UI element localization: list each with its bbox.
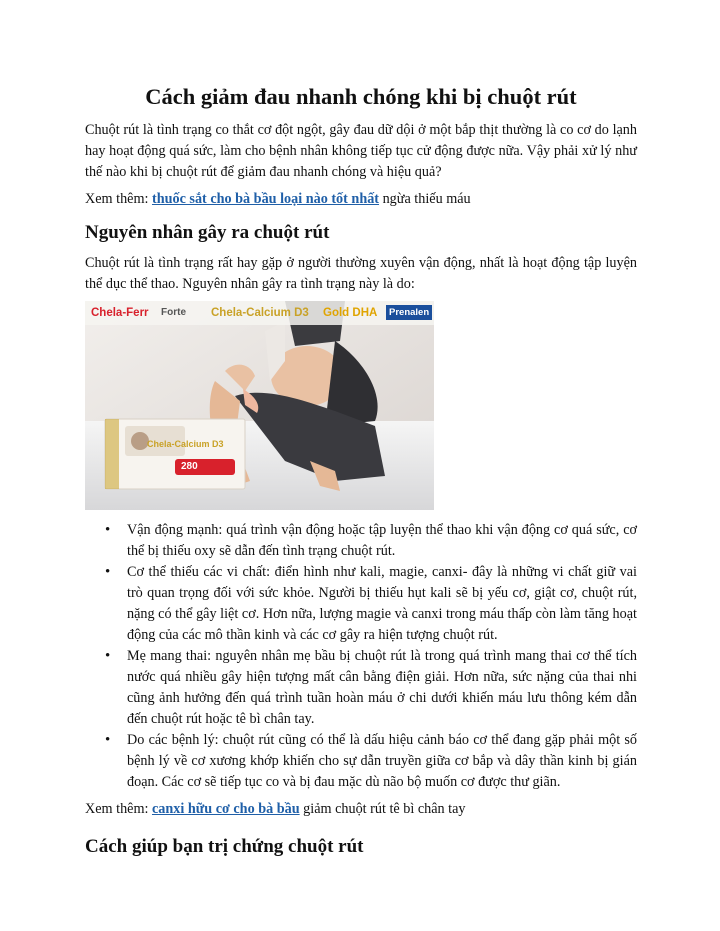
see-more-2-link[interactable]: canxi hữu cơ cho bà bầu: [151, 801, 300, 817]
list-item: • Cơ thể thiếu các vi chất: điển hình như kali, magie, canxi- đây là những vi chất giữ vai trò quan trọng đối với sức khỏe. Người bị thiếu hụt kali sẽ bị yếu cơ, giật cơ, chuột rút, nặng có thể gây liệt cơ. Hơn nữa, lượng magie và canxi trong máu thấp còn làm tăng hoạt động của các mô thần kinh và các cơ gây ra hiện tượng chuột rút.: [127, 562, 637, 646]
causes-list: [85, 520, 637, 793]
pregnant-woman-product-photo: [85, 301, 434, 510]
product-box-badge: 280: [181, 461, 198, 472]
section-1-heading: Nguyên nhân gây ra chuột rút: [85, 222, 330, 243]
photo-illustration: [85, 301, 434, 510]
see-more-1-prefix: Xem thêm:: [85, 191, 152, 207]
intro-paragraph: Chuột rút là tình trạng co thắt cơ đột ngột, gây đau dữ dội ở một bắp thịt thường là co cơ do lạnh hay hoạt động quá sức, làm cho bệnh nhân không tiếp tục cử động được nữa. Vậy phải xử lý như thế nào khi bị chuột rút để giảm đau nhanh chóng và hiệu quả?: [85, 122, 637, 180]
see-more-2-suffix: giảm chuột rút tê bì chân tay: [299, 801, 466, 817]
section-1-paragraph: Chuột rút là tình trạng rất hay gặp ở người thường xuyên vận động, nhất là hoạt động tập luyện thể dục thể thao. Nguyên nhân gây ra tình trạng này là do:: [85, 255, 637, 292]
section-2-heading: Cách giúp bạn trị chứng chuột rút: [85, 836, 364, 857]
page-title: Cách giảm đau nhanh chóng khi bị chuột rút: [145, 84, 577, 109]
brand-forte: Forte: [161, 307, 186, 318]
see-more-1-link[interactable]: thuốc sắt cho bà bầu loại nào tốt nhất: [151, 191, 380, 207]
see-more-1: [85, 189, 637, 210]
brand-chela-calcium: Chela-Calcium D3: [211, 307, 309, 319]
brand-chela-ferr: Chela-Ferr: [91, 307, 149, 319]
brand-prenalen: Prenalen: [386, 305, 432, 320]
list-item: • Do các bệnh lý: chuột rút cũng có thể là dấu hiệu cảnh báo cơ thể đang gặp phải một số bệnh lý về cơ xương khớp khiến cho sự dẫn truyền giữa cơ bắp và dây thần kinh bị gián đoạn. Các cơ sẽ tiếp tục co và bị đau mặc dù não bộ muốn cơ được thư giãn.: [127, 730, 637, 793]
see-more-2: [85, 799, 637, 820]
see-more-2-prefix: Xem thêm:: [85, 801, 152, 817]
document-page: [85, 82, 637, 867]
see-more-1-suffix: ngừa thiếu máu: [379, 191, 471, 207]
list-item: • Mẹ mang thai: nguyên nhân mẹ bầu bị chuột rút là trong quá trình mang thai cơ thể tích nước quá nhiều gây hiện tượng mất cân bằng điện giải. Hơn nữa, sức nặng của thai nhi cũng ảnh hưởng đến quá trình tuần hoàn máu ở chi dưới khiến máu lưu thông kém dẫn đến chuột rút hoặc tê bì chân tay.: [127, 646, 637, 730]
list-item: • Vận động mạnh: quá trình vận động hoặc tập luyện thể thao khi vận động cơ quá sức, cơ thể bị thiếu oxy sẽ dẫn đến tình trạng chuột rút.: [127, 520, 637, 562]
product-box-label: Chela-Calcium D3: [147, 439, 224, 449]
brand-gold-dha: Gold DHA: [323, 307, 378, 319]
brand-bar: [91, 305, 431, 323]
